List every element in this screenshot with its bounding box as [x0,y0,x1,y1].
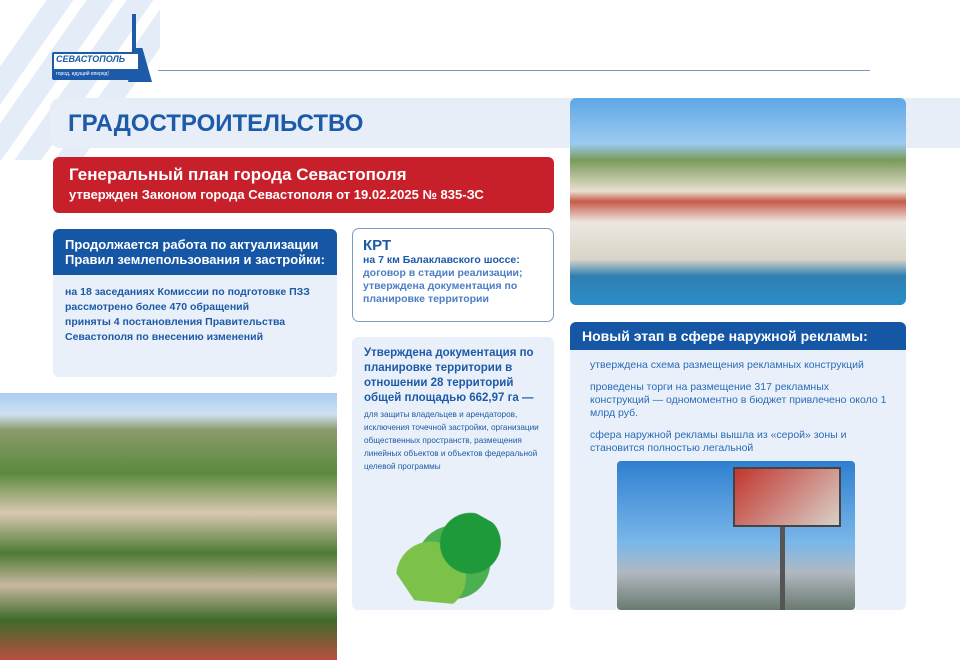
logo-name: СЕВАСТОПОЛЬ [56,54,126,64]
krt-subtitle: на 7 км Балаклавского шоссе: [363,254,520,266]
city-embankment-photo [570,98,906,305]
general-plan-title: Генеральный план города Севастополя [69,165,407,184]
krt-title: КРТ [363,237,392,254]
pzz-line: приняты 4 постановления Правительства Севастополя по внесению изменений [65,316,286,343]
advertising-item: проведены торги на размещение 317 рекламных конструкций — одномоментно в бюджет привлечено около 1 млрд руб. [590,381,887,419]
city-aerial-photo [0,393,337,660]
page-title: ГРАДОСТРОИТЕЛЬСТВО [68,110,364,137]
pzz-line: на 18 заседаниях Комиссии по подготовке ПЗЗ рассмотрено более 470 обращений [65,286,310,313]
territory-header: Утверждена документация по планировке территории в отношении 28 территорий общей площадью 662,97 га — [364,347,534,404]
sevastopol-logo [52,14,156,84]
krt-card [352,228,554,322]
pzz-header: Продолжается работа по актуализации Правил землепользования и застройки: [53,229,337,275]
krt-text: договор в стадии реализации; утверждена документация по планировке территории [363,267,523,305]
territory-text: для защиты владельцев и арендаторов, исключения точечной застройки, организации общественных пространств, размещения линейных объектов и объектов федеральной целевой программы [364,410,539,471]
general-plan-subtitle: утвержден Законом города Севастополя от 19.02.2025 № 835-ЗС [69,187,484,202]
header-divider [158,70,870,71]
advertising-item: сфера наружной рекламы вышла из «серой» зоны и становится полностью легальной [590,429,847,454]
billboard-pole [780,527,785,610]
advertising-item: утверждена схема размещения рекламных конструкций [590,359,864,371]
billboard [733,467,841,527]
logo-slogan: город, идущий вперед! [53,69,139,79]
general-plan-banner [53,157,554,213]
advertising-header: Новый этап в сфере наружной рекламы: [570,322,906,350]
pzz-card [53,229,337,377]
